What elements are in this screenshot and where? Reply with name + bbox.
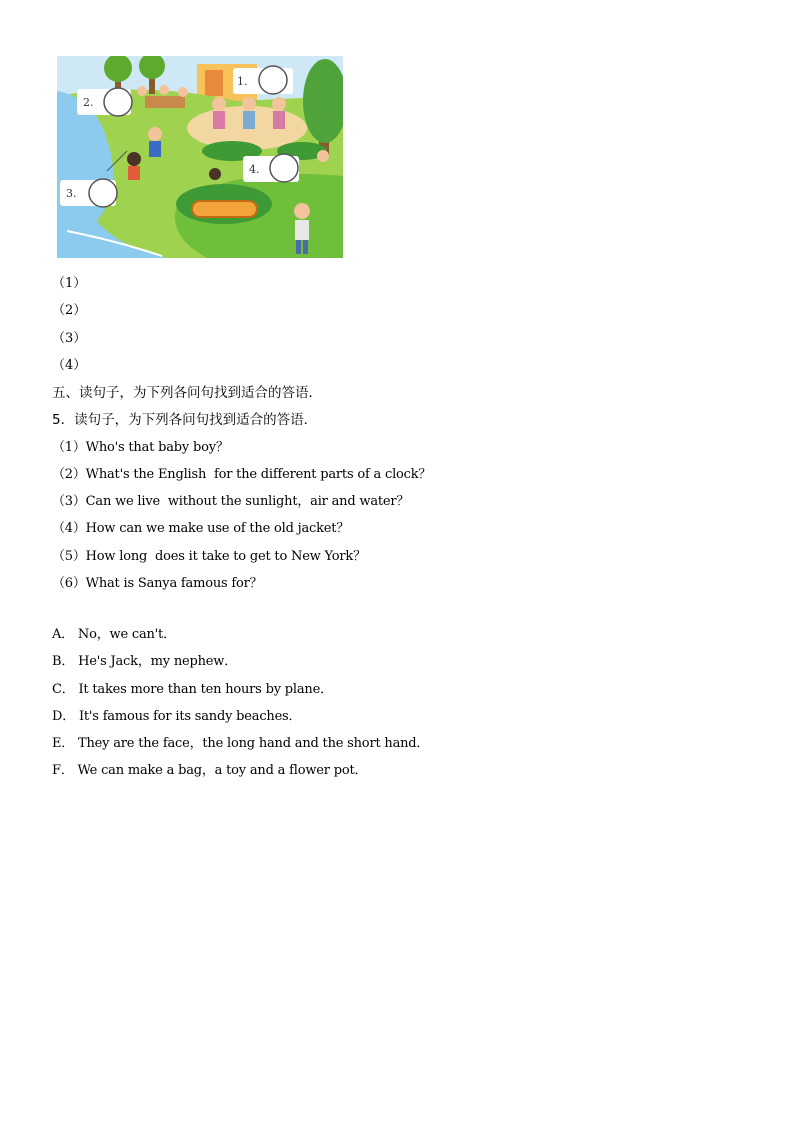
question-item: （6）What is Sanya famous for？ — [52, 576, 263, 591]
park-illustration — [57, 56, 343, 258]
answer-option: A． No，we can't． — [52, 627, 176, 642]
dancer — [272, 97, 286, 111]
label-2 — [77, 88, 132, 116]
answer-circle — [89, 179, 117, 207]
dancer — [242, 97, 256, 111]
answer-option: F． We can make a bag，a toy and a flower pot． — [52, 763, 368, 778]
question-item: （1）Who's that baby boy？ — [52, 440, 229, 455]
label-4 — [243, 154, 299, 182]
label-text: 1. — [237, 75, 248, 88]
picnic-table — [145, 96, 185, 108]
section-title: 五、读句子，为下列各问句找到适合的答语． — [52, 385, 322, 401]
fisher-body — [128, 166, 140, 180]
dancer-body — [213, 111, 225, 129]
question-item: （3）Can we live without the sunlight，air and water？ — [52, 494, 410, 509]
label-text: 3. — [66, 187, 77, 200]
dancer-body — [243, 111, 255, 129]
person — [178, 87, 188, 97]
answer-circle — [259, 66, 287, 94]
blank-line-3: （3） — [52, 331, 87, 346]
dancer — [212, 97, 226, 111]
question-title: 5．读句子，为下列各问句找到适合的答语． — [52, 412, 318, 428]
answer-circle — [270, 154, 298, 182]
boy-leg — [296, 240, 301, 254]
boy-body — [295, 220, 309, 240]
dancer-body — [273, 111, 285, 129]
park-scene — [57, 56, 343, 258]
blank-line-2: （2） — [52, 303, 87, 318]
building-door — [205, 70, 223, 96]
label-text: 2. — [83, 96, 94, 109]
fisher — [148, 127, 162, 141]
blank-line-4: （4） — [52, 358, 87, 373]
label-3 — [60, 179, 117, 207]
person — [317, 150, 329, 162]
answer-option: C． It takes more than ten hours by plane． — [52, 682, 333, 697]
person — [137, 86, 147, 96]
answer-option: D． It's famous for its sandy beaches． — [52, 709, 302, 724]
person — [209, 168, 221, 180]
person — [159, 85, 169, 95]
question-item: （4）How can we make use of the old jacket？ — [52, 521, 350, 536]
label-text: 4. — [249, 163, 260, 176]
fisher — [127, 152, 141, 166]
fisher-body — [149, 141, 161, 157]
blank-line-1: （1） — [52, 276, 87, 291]
question-item: （2）What's the English for the different parts of a clock？ — [52, 467, 432, 482]
bench — [192, 201, 257, 217]
boy — [294, 203, 310, 219]
label-1 — [233, 66, 293, 94]
question-item: （5）How long does it take to get to New York？ — [52, 549, 366, 564]
answer-option: B． He's Jack，my nephew． — [52, 654, 237, 669]
boy-leg — [303, 240, 308, 254]
answer-option: E． They are the face，the long hand and the short hand． — [52, 736, 430, 751]
answer-circle — [104, 88, 132, 116]
